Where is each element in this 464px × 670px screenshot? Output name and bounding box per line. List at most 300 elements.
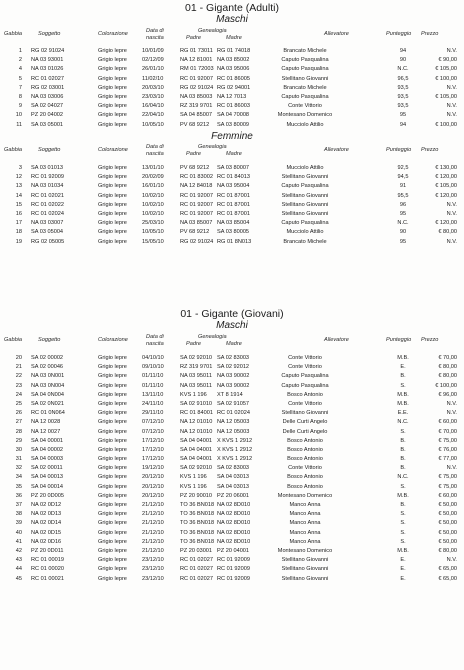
cell-data-nascita: 20/12/10 — [142, 483, 164, 490]
cell-gabbia: 28 — [15, 428, 22, 435]
header-prezzo: Prezzo — [421, 147, 439, 153]
cell-punteggio: S. — [400, 382, 406, 389]
cell-gabbia: 9 — [18, 103, 22, 110]
header-genealogia: Genealogia — [198, 144, 227, 150]
cell-allevatore: Delle Curti Angelo — [282, 419, 328, 426]
cell-madre: NA 02 8D010 — [217, 529, 251, 536]
cell-prezzo: N.V. — [446, 410, 457, 417]
cell-prezzo: € 90,00 — [438, 57, 457, 64]
cell-gabbia: 26 — [15, 410, 22, 417]
cell-gabbia: 25 — [15, 400, 22, 407]
header-genealogia: Genealogia — [198, 334, 227, 340]
cell-punteggio: E. — [400, 557, 406, 564]
table-row — [0, 510, 464, 519]
cell-gabbia: 45 — [15, 575, 22, 582]
table-row — [0, 84, 464, 93]
cell-allevatore: Bosco Antonio — [287, 456, 323, 463]
table-row — [0, 201, 464, 210]
header-nascita: nascita — [146, 151, 164, 157]
cell-punteggio: 94 — [399, 121, 407, 128]
cell-data-nascita: 13/01/10 — [142, 165, 164, 171]
cell-colorazione: Grigio lepre — [98, 410, 127, 417]
cell-soggetto: RC 01 00019 — [31, 557, 64, 564]
cell-punteggio: 93,5 — [397, 103, 409, 110]
cell-madre: NA 03 90002 — [217, 382, 250, 389]
table-row — [0, 182, 464, 191]
cell-allevatore: Brancato Michele — [283, 48, 327, 54]
cell-padre: SA 02 92010 — [180, 355, 213, 361]
cell-allevatore: Mucciolo Attilio — [286, 121, 324, 128]
cell-soggetto: RC 01 00021 — [31, 575, 64, 582]
cell-madre: X KVS 1 2912 — [217, 456, 253, 463]
header-allevatore: Allevatore — [324, 147, 349, 153]
cell-gabbia: 15 — [15, 201, 22, 208]
header-padre: Padre — [186, 151, 201, 157]
cell-prezzo: N.V. — [446, 112, 457, 119]
cell-madre: RC 01 84013 — [217, 174, 250, 181]
cell-data-nascita: 10/01/09 — [142, 48, 164, 54]
cell-data-nascita: 02/12/09 — [142, 57, 164, 64]
cell-data-nascita: 24/11/10 — [142, 400, 164, 407]
cell-soggetto: SA 04 00014 — [31, 483, 64, 490]
cell-soggetto: NA 02 0D12 — [31, 502, 62, 508]
cell-madre: RC 01 92009 — [217, 566, 250, 573]
cell-madre: SA 04 03013 — [217, 483, 250, 490]
cell-punteggio: 93,5 — [397, 84, 409, 91]
table-row — [0, 238, 464, 247]
cell-colorazione: Grigio lepre — [98, 66, 127, 73]
cell-padre: PV 68 9212 — [180, 121, 210, 128]
cell-madre: NA 12 7013 — [217, 93, 247, 100]
cell-colorazione: Grigio lepre — [98, 373, 127, 380]
cell-data-nascita: 20/12/10 — [142, 492, 164, 499]
cell-prezzo: € 120,00 — [435, 192, 457, 199]
cell-allevatore: Delle Curti Angelo — [282, 428, 328, 435]
cell-gabbia: 12 — [15, 174, 22, 181]
cell-prezzo: N.V. — [446, 48, 457, 54]
cell-padre: RC 01 92007 — [180, 201, 213, 208]
cell-prezzo: € 75,00 — [438, 474, 457, 481]
cell-colorazione: Grigio lepre — [98, 229, 127, 236]
cell-data-nascita: 20/12/10 — [142, 474, 164, 481]
cell-colorazione: Grigio lepre — [98, 355, 127, 361]
cell-colorazione: Grigio lepre — [98, 566, 127, 573]
header-padre: Padre — [186, 341, 201, 347]
cell-allevatore: Stellitano Giovanni — [281, 210, 329, 217]
cell-data-nascita: 21/12/10 — [142, 538, 164, 545]
cell-punteggio: 95 — [399, 238, 407, 245]
cell-punteggio: S. — [400, 511, 406, 518]
cell-madre: NA 03 85002 — [217, 57, 250, 64]
cell-padre: RG 02 91024 — [180, 238, 214, 245]
cell-madre: SA 02 91057 — [217, 400, 250, 407]
cell-data-nascita: 19/12/10 — [142, 465, 164, 472]
cell-gabbia: 10 — [15, 112, 22, 119]
table-header — [0, 334, 464, 352]
cell-gabbia: 40 — [15, 529, 22, 536]
cell-data-nascita: 26/01/10 — [142, 66, 164, 73]
cell-madre: NA 03 95004 — [217, 183, 250, 190]
cell-gabbia: 5 — [18, 75, 22, 82]
cell-punteggio: 94 — [399, 48, 407, 54]
table-header — [0, 28, 464, 46]
cell-punteggio: B. — [400, 456, 406, 463]
cell-prezzo: € 76,00 — [438, 446, 457, 453]
header-punteggio: Punteggio — [386, 31, 412, 37]
cell-colorazione: Grigio lepre — [98, 121, 127, 128]
cell-padre: TO 36 BN018 — [180, 529, 215, 536]
cell-soggetto: RC 01 02022 — [31, 201, 64, 208]
cell-madre: SA 02 83003 — [217, 465, 250, 472]
cell-allevatore: Caputo Pasqualina — [281, 93, 329, 100]
table-row — [0, 473, 464, 482]
table-row — [0, 93, 464, 102]
cell-soggetto: NA 02 0D14 — [31, 520, 62, 527]
cell-padre: RC 01 92007 — [180, 210, 213, 217]
cell-padre: TO 36 BN018 — [180, 502, 215, 508]
cell-prezzo: N.V. — [446, 201, 457, 208]
cell-prezzo: N.V. — [446, 557, 457, 564]
cell-punteggio: M.B. — [397, 391, 409, 398]
cell-padre: RC 01 02027 — [180, 566, 213, 573]
cell-allevatore: Stellitano Giovanni — [281, 575, 329, 582]
cell-prezzo: € 96,00 — [438, 391, 457, 398]
table-row — [0, 75, 464, 84]
cell-data-nascita: 10/02/10 — [142, 210, 164, 217]
header-soggetto: Soggetto — [38, 147, 61, 153]
cell-madre: SA 03 80005 — [217, 229, 250, 236]
cell-madre: X KVS 1 2912 — [217, 437, 253, 444]
cell-gabbia: 8 — [18, 93, 22, 100]
cell-prezzo: € 60,00 — [438, 492, 457, 499]
header-nascita: nascita — [146, 35, 164, 41]
cell-soggetto: RC 01 0N064 — [31, 410, 65, 417]
giovani-maschi-table — [0, 354, 464, 584]
cell-allevatore: Caputo Pasqualina — [281, 66, 329, 73]
cell-prezzo: € 100,00 — [435, 121, 457, 128]
cell-padre: RC 01 84001 — [180, 410, 213, 417]
adulti-femmine-label: Femmine — [211, 131, 253, 142]
cell-punteggio: M.B. — [397, 400, 409, 407]
cell-punteggio: 90 — [399, 57, 407, 64]
header-data-di: Data di — [146, 334, 164, 340]
cell-data-nascita: 17/12/10 — [142, 456, 164, 463]
cell-data-nascita: 16/01/10 — [142, 183, 164, 190]
cell-colorazione: Grigio lepre — [98, 428, 127, 435]
cell-prezzo: € 105,00 — [435, 66, 457, 73]
cell-colorazione: Grigio lepre — [98, 520, 127, 527]
cell-soggetto: PZ 20 0D005 — [31, 492, 64, 499]
cell-punteggio: S. — [400, 520, 406, 527]
cell-colorazione: Grigio lepre — [98, 557, 127, 564]
cell-colorazione: Grigio lepre — [98, 165, 127, 171]
table-row — [0, 47, 464, 56]
cell-prezzo: € 120,00 — [435, 220, 457, 227]
cell-colorazione: Grigio lepre — [98, 183, 127, 190]
cell-data-nascita: 23/12/10 — [142, 566, 164, 573]
cell-padre: SA 04 85007 — [180, 112, 213, 119]
cell-padre: RC 01 02027 — [180, 575, 213, 582]
cell-gabbia: 3 — [18, 165, 22, 171]
cell-data-nascita: 29/11/10 — [142, 410, 164, 417]
cell-data-nascita: 04/10/10 — [142, 355, 164, 361]
cell-allevatore: Caputo Pasqualina — [281, 183, 329, 190]
cell-colorazione: Grigio lepre — [98, 174, 127, 181]
cell-prezzo: € 65,00 — [438, 566, 457, 573]
header-gabbia: Gabbia — [4, 337, 23, 343]
cell-soggetto: SA 02 04027 — [31, 103, 64, 110]
cell-allevatore: Bosco Antonio — [287, 437, 323, 444]
cell-padre: TO 36 BN018 — [180, 538, 215, 545]
cell-prezzo: € 80,00 — [438, 229, 457, 236]
cell-prezzo: € 50,00 — [438, 520, 457, 527]
cell-soggetto: SA 04 0N004 — [31, 391, 64, 398]
cell-soggetto: SA 04 00003 — [31, 456, 64, 463]
cell-data-nascita: 23/12/10 — [142, 575, 164, 582]
cell-soggetto: SA 02 0N021 — [31, 400, 64, 407]
table-row — [0, 173, 464, 182]
table-row — [0, 111, 464, 120]
cell-padre: NA 03 85003 — [180, 93, 213, 100]
cell-madre: RG 01 74018 — [217, 48, 251, 54]
table-row — [0, 501, 464, 510]
cell-allevatore: Conte Vittorio — [288, 355, 322, 361]
cell-colorazione: Grigio lepre — [98, 456, 127, 463]
cell-colorazione: Grigio lepre — [98, 238, 127, 245]
cell-colorazione: Grigio lepre — [98, 437, 127, 444]
header-prezzo: Prezzo — [421, 337, 439, 343]
cell-punteggio: E. — [400, 575, 406, 582]
cell-padre: NA 03 95011 — [180, 382, 212, 389]
cell-padre: PZ 20 90010 — [180, 492, 213, 499]
cell-prezzo: € 80,00 — [438, 373, 457, 380]
cell-punteggio: 90 — [399, 229, 407, 236]
cell-colorazione: Grigio lepre — [98, 57, 127, 64]
cell-data-nascita: 01/11/10 — [142, 382, 164, 389]
cell-allevatore: Manco Anna — [289, 520, 321, 527]
cell-gabbia: 14 — [15, 192, 22, 199]
cell-allevatore: Bosco Antonio — [287, 483, 323, 490]
cell-gabbia: 27 — [15, 419, 22, 426]
cell-data-nascita: 10/05/10 — [142, 121, 164, 128]
cell-prezzo: N.V. — [446, 84, 457, 91]
cell-gabbia: 24 — [15, 391, 22, 398]
cell-punteggio: B. — [400, 502, 406, 508]
cell-colorazione: Grigio lepre — [98, 465, 127, 472]
table-row — [0, 65, 464, 74]
cell-madre: RC 01 92009 — [217, 557, 250, 564]
header-punteggio: Punteggio — [386, 147, 412, 153]
table-row — [0, 464, 464, 473]
cell-gabbia: 43 — [15, 557, 22, 564]
header-gabbia: Gabbia — [4, 31, 23, 37]
cell-data-nascita: 11/02/10 — [142, 75, 164, 82]
cell-padre: KVS 1 196 — [180, 483, 207, 490]
cell-colorazione: Grigio lepre — [98, 201, 127, 208]
table-row — [0, 538, 464, 547]
cell-punteggio: M.B. — [397, 355, 409, 361]
cell-soggetto: NA 03 03006 — [31, 93, 64, 100]
cell-allevatore: Manco Anna — [289, 538, 321, 545]
cell-colorazione: Grigio lepre — [98, 75, 127, 82]
table-row — [0, 391, 464, 400]
table-header — [0, 144, 464, 162]
cell-data-nascita: 20/03/10 — [142, 84, 164, 91]
cell-punteggio: 95,5 — [397, 192, 409, 199]
cell-allevatore: Conte Vittorio — [288, 103, 322, 110]
cell-data-nascita: 01/11/10 — [142, 373, 164, 380]
table-row — [0, 437, 464, 446]
table-row — [0, 164, 464, 173]
cell-padre: SA 02 92010 — [180, 465, 213, 472]
cell-punteggio: M.B. — [397, 547, 409, 554]
cell-allevatore: Montesano Domenico — [277, 112, 333, 119]
cell-gabbia: 37 — [15, 502, 22, 508]
cell-madre: SA 03 80009 — [217, 121, 250, 128]
cell-padre: RC 01 02027 — [180, 557, 213, 564]
cell-madre: RC 01 87001 — [217, 210, 250, 217]
cell-gabbia: 2 — [18, 57, 22, 64]
cell-allevatore: Stellitano Giovanni — [281, 192, 329, 199]
cell-madre: NA 03 95006 — [217, 66, 250, 73]
cell-soggetto: RC 01 00020 — [31, 566, 64, 573]
cell-allevatore: Conte Vittorio — [288, 364, 322, 371]
table-row — [0, 354, 464, 363]
cell-prezzo: € 50,00 — [438, 529, 457, 536]
cell-data-nascita: 23/12/10 — [142, 557, 164, 564]
cell-allevatore: Bosco Antonio — [287, 391, 323, 398]
cell-punteggio: 93,5 — [397, 93, 409, 100]
cell-padre: NA 12 84018 — [180, 183, 213, 190]
cell-gabbia: 7 — [18, 84, 22, 91]
cell-colorazione: Grigio lepre — [98, 474, 127, 481]
cell-gabbia: 23 — [15, 382, 22, 389]
header-allevatore: Allevatore — [324, 337, 349, 343]
table-row — [0, 192, 464, 201]
cell-punteggio: B. — [400, 446, 406, 453]
table-row — [0, 575, 464, 584]
cell-data-nascita: 25/03/10 — [142, 220, 164, 227]
header-genealogia: Genealogia — [198, 28, 227, 34]
cell-madre: SA 02 83003 — [217, 355, 250, 361]
cell-colorazione: Grigio lepre — [98, 400, 127, 407]
cell-padre: NA 03 95011 — [180, 373, 212, 380]
cell-punteggio: N.C. — [397, 66, 409, 73]
cell-punteggio: 96 — [399, 201, 407, 208]
cell-prezzo: € 100,00 — [435, 75, 457, 82]
cell-colorazione: Grigio lepre — [98, 192, 127, 199]
cell-padre: RG 01 73011 — [180, 48, 213, 54]
cell-madre: RC 01 02024 — [217, 410, 250, 417]
cell-gabbia: 22 — [15, 373, 22, 380]
cell-madre: PZ 20 04001 — [217, 547, 250, 554]
cell-data-nascita: 21/12/10 — [142, 547, 164, 554]
table-row — [0, 372, 464, 381]
cell-allevatore: Stellitano Giovanni — [281, 75, 329, 82]
cell-soggetto: SA 03 01013 — [31, 165, 64, 171]
cell-prezzo: € 100,00 — [435, 382, 457, 389]
cell-gabbia: 30 — [15, 446, 22, 453]
cell-colorazione: Grigio lepre — [98, 48, 127, 54]
header-punteggio: Punteggio — [386, 337, 412, 343]
cell-gabbia: 13 — [15, 183, 22, 190]
cell-allevatore: Brancato Michele — [283, 84, 327, 91]
cell-padre: SA 04 04001 — [180, 446, 213, 453]
cell-prezzo: € 50,00 — [438, 502, 457, 508]
cell-soggetto: RG 02 91024 — [31, 48, 65, 54]
cell-punteggio: 95 — [399, 112, 407, 119]
header-madre: Madre — [226, 151, 242, 157]
cell-allevatore: Manco Anna — [289, 529, 321, 536]
cell-gabbia: 11 — [16, 121, 22, 128]
cell-soggetto: NA 12 0027 — [31, 428, 61, 435]
cell-prezzo: N.V. — [446, 238, 457, 245]
cell-madre: NA 02 8D010 — [217, 538, 251, 545]
cell-punteggio: B. — [400, 465, 406, 472]
cell-soggetto: SA 04 00002 — [31, 446, 64, 453]
cell-padre: RZ 319 9701 — [180, 103, 213, 110]
cell-allevatore: Stellitano Giovanni — [281, 410, 329, 417]
table-row — [0, 210, 464, 219]
cell-punteggio: 92,5 — [397, 165, 409, 171]
cell-allevatore: Stellitano Giovanni — [281, 557, 329, 564]
cell-prezzo: € 75,00 — [438, 437, 457, 444]
cell-gabbia: 34 — [15, 474, 22, 481]
table-row — [0, 400, 464, 409]
cell-data-nascita: 21/12/10 — [142, 520, 164, 527]
cell-gabbia: 17 — [15, 220, 22, 227]
cell-allevatore: Stellitano Giovanni — [281, 201, 329, 208]
cell-gabbia: 1 — [18, 48, 22, 54]
header-gabbia: Gabbia — [4, 147, 23, 153]
cell-gabbia: 41 — [15, 538, 22, 545]
cell-soggetto: SA 03 05004 — [31, 229, 64, 236]
cell-colorazione: Grigio lepre — [98, 103, 127, 110]
cell-colorazione: Grigio lepre — [98, 575, 127, 582]
cell-madre: NA 12 05003 — [217, 419, 250, 426]
cell-colorazione: Grigio lepre — [98, 210, 127, 217]
cell-punteggio: S. — [400, 483, 406, 490]
cell-punteggio: 94,5 — [397, 174, 409, 181]
cell-gabbia: 29 — [15, 437, 22, 444]
cell-prezzo: € 65,00 — [438, 575, 457, 582]
cell-prezzo: € 80,00 — [438, 547, 457, 554]
cell-madre: RG 01 8N013 — [217, 238, 252, 245]
cell-soggetto: SA 02 00046 — [31, 364, 64, 371]
cell-gabbia: 36 — [15, 492, 22, 499]
cell-colorazione: Grigio lepre — [98, 492, 127, 499]
table-row — [0, 418, 464, 427]
cell-allevatore: Caputo Pasqualina — [281, 382, 329, 389]
header-soggetto: Soggetto — [38, 31, 61, 37]
cell-prezzo: N.V. — [446, 210, 457, 217]
cell-madre: NA 02 8D010 — [217, 511, 251, 518]
cell-prezzo: € 50,00 — [438, 511, 457, 518]
cell-allevatore: Stellitano Giovanni — [281, 174, 329, 181]
cell-data-nascita: 21/12/10 — [142, 511, 164, 518]
cell-data-nascita: 17/12/10 — [142, 446, 164, 453]
cell-allevatore: Caputo Pasqualina — [281, 220, 329, 227]
cell-data-nascita: 10/05/10 — [142, 229, 164, 236]
cell-soggetto: SA 04 00001 — [31, 437, 64, 444]
cell-punteggio: N.C. — [397, 474, 409, 481]
cell-prezzo: € 60,00 — [438, 419, 457, 426]
cell-madre: RC 01 87001 — [217, 201, 250, 208]
cell-padre: RM 01 72003 — [180, 66, 214, 73]
cell-madre: RC 01 92009 — [217, 575, 250, 582]
header-data-di: Data di — [146, 144, 164, 150]
cell-soggetto: SA 04 00013 — [31, 474, 64, 481]
